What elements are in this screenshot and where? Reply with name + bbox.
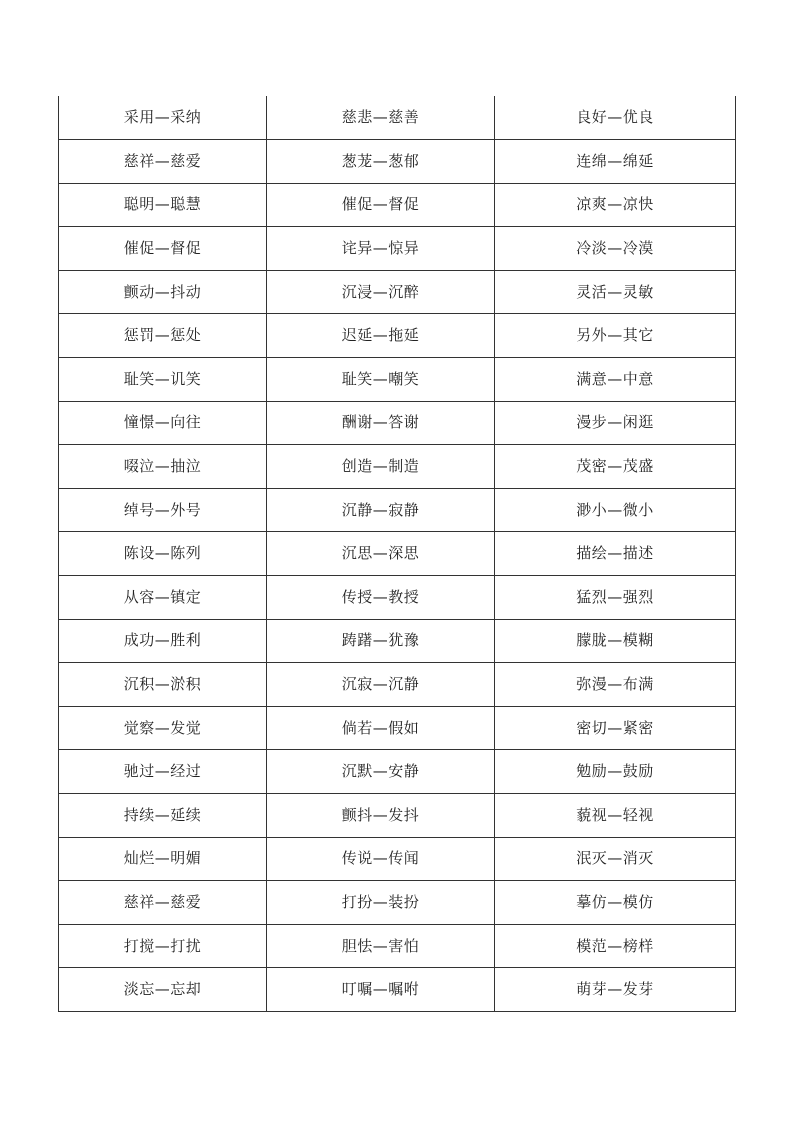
- synonym-pair-cell: 创造—制造: [267, 445, 495, 489]
- table-row: [59, 314, 736, 358]
- synonym-pair-cell: 从容—镇定: [59, 576, 267, 620]
- synonym-pair-cell: 采用—采纳: [59, 96, 267, 140]
- synonym-pair-cell: 勉励—鼓励: [495, 750, 736, 794]
- synonym-pair-cell: 驰过—经过: [59, 750, 267, 794]
- synonym-pair-cell: 摹仿—模仿: [495, 881, 736, 925]
- synonym-pair-cell: 泯灭—消灭: [495, 837, 736, 881]
- synonym-pair-cell: 憧憬—向往: [59, 401, 267, 445]
- synonym-pair-cell: 沉浸—沉醉: [267, 270, 495, 314]
- synonym-pair-cell: 酬谢—答谢: [267, 401, 495, 445]
- synonym-pair-cell: 啜泣—抽泣: [59, 445, 267, 489]
- table-row: [59, 488, 736, 532]
- synonym-pair-cell: 灵活—灵敏: [495, 270, 736, 314]
- synonym-pair-cell: 弥漫—布满: [495, 663, 736, 707]
- synonym-pair-cell: 萌芽—发芽: [495, 968, 736, 1012]
- synonym-pair-cell: 满意—中意: [495, 358, 736, 402]
- synonym-pair-cell: 打搅—打扰: [59, 924, 267, 968]
- table-row: [59, 358, 736, 402]
- synonym-pair-cell: 传说—传闻: [267, 837, 495, 881]
- synonym-pair-cell: 陈设—陈列: [59, 532, 267, 576]
- table-row: [59, 401, 736, 445]
- synonym-pair-cell: 葱茏—葱郁: [267, 140, 495, 184]
- synonym-pair-cell: 催促—督促: [267, 183, 495, 227]
- synonym-pair-cell: 沉静—寂静: [267, 488, 495, 532]
- synonym-pair-cell: 聪明—聪慧: [59, 183, 267, 227]
- synonym-pair-cell: 模范—榜样: [495, 924, 736, 968]
- table-row: [59, 924, 736, 968]
- synonym-pair-cell: 惩罚—惩处: [59, 314, 267, 358]
- table-row: [59, 881, 736, 925]
- synonym-pair-cell: 耻笑—嘲笑: [267, 358, 495, 402]
- synonym-pair-cell: 迟延—拖延: [267, 314, 495, 358]
- synonym-pair-cell: 良好—优良: [495, 96, 736, 140]
- synonym-pair-cell: 觉察—发觉: [59, 706, 267, 750]
- table-row: [59, 227, 736, 271]
- synonym-pair-cell: 踌躇—犹豫: [267, 619, 495, 663]
- synonym-pair-cell: 耻笑—讥笑: [59, 358, 267, 402]
- synonym-pair-cell: 描绘—描述: [495, 532, 736, 576]
- synonym-pair-cell: 颤抖—发抖: [267, 794, 495, 838]
- table-row: [59, 706, 736, 750]
- table-row: [59, 96, 736, 140]
- synonym-pair-cell: 慈祥—慈爱: [59, 881, 267, 925]
- synonym-pair-cell: 绰号—外号: [59, 488, 267, 532]
- synonym-pair-cell: 沉默—安静: [267, 750, 495, 794]
- synonym-pair-cell: 渺小—微小: [495, 488, 736, 532]
- table-row: [59, 750, 736, 794]
- table-row: [59, 663, 736, 707]
- synonym-pair-cell: 成功—胜利: [59, 619, 267, 663]
- table-row: [59, 968, 736, 1012]
- synonym-pair-cell: 倘若—假如: [267, 706, 495, 750]
- synonym-pair-cell: 传授—教授: [267, 576, 495, 620]
- synonym-pair-cell: 漫步—闲逛: [495, 401, 736, 445]
- synonym-pair-cell: 连绵—绵延: [495, 140, 736, 184]
- synonym-pair-cell: 另外—其它: [495, 314, 736, 358]
- synonym-pair-cell: 慈悲—慈善: [267, 96, 495, 140]
- table-row: [59, 837, 736, 881]
- table-row: [59, 576, 736, 620]
- synonym-pair-cell: 颤动—抖动: [59, 270, 267, 314]
- synonym-pair-cell: 冷淡—冷漠: [495, 227, 736, 271]
- synonym-pair-cell: 凉爽—凉快: [495, 183, 736, 227]
- synonym-pair-cell: 灿烂—明媚: [59, 837, 267, 881]
- synonym-pair-cell: 沉积—淤积: [59, 663, 267, 707]
- synonym-pair-cell: 诧异—惊异: [267, 227, 495, 271]
- synonym-pair-cell: 茂密—茂盛: [495, 445, 736, 489]
- table-row: [59, 619, 736, 663]
- synonym-pair-cell: 密切—紧密: [495, 706, 736, 750]
- synonym-pair-cell: 猛烈—强烈: [495, 576, 736, 620]
- synonym-pair-cell: 叮嘱—嘱咐: [267, 968, 495, 1012]
- synonym-pair-cell: 沉思—深思: [267, 532, 495, 576]
- table-row: [59, 270, 736, 314]
- table-row: [59, 532, 736, 576]
- synonym-pair-cell: 慈祥—慈爱: [59, 140, 267, 184]
- table-row: [59, 445, 736, 489]
- synonym-table: [58, 96, 736, 1012]
- synonym-pair-cell: 催促—督促: [59, 227, 267, 271]
- synonym-pair-cell: 打扮—装扮: [267, 881, 495, 925]
- table-row: [59, 794, 736, 838]
- table-row: [59, 140, 736, 184]
- synonym-pair-cell: 朦胧—模糊: [495, 619, 736, 663]
- synonym-table-body: [59, 96, 736, 1011]
- table-row: [59, 183, 736, 227]
- synonym-pair-cell: 胆怯—害怕: [267, 924, 495, 968]
- synonym-pair-cell: 持续—延续: [59, 794, 267, 838]
- synonym-pair-cell: 沉寂—沉静: [267, 663, 495, 707]
- synonym-pair-cell: 淡忘—忘却: [59, 968, 267, 1012]
- synonym-pair-cell: 藐视—轻视: [495, 794, 736, 838]
